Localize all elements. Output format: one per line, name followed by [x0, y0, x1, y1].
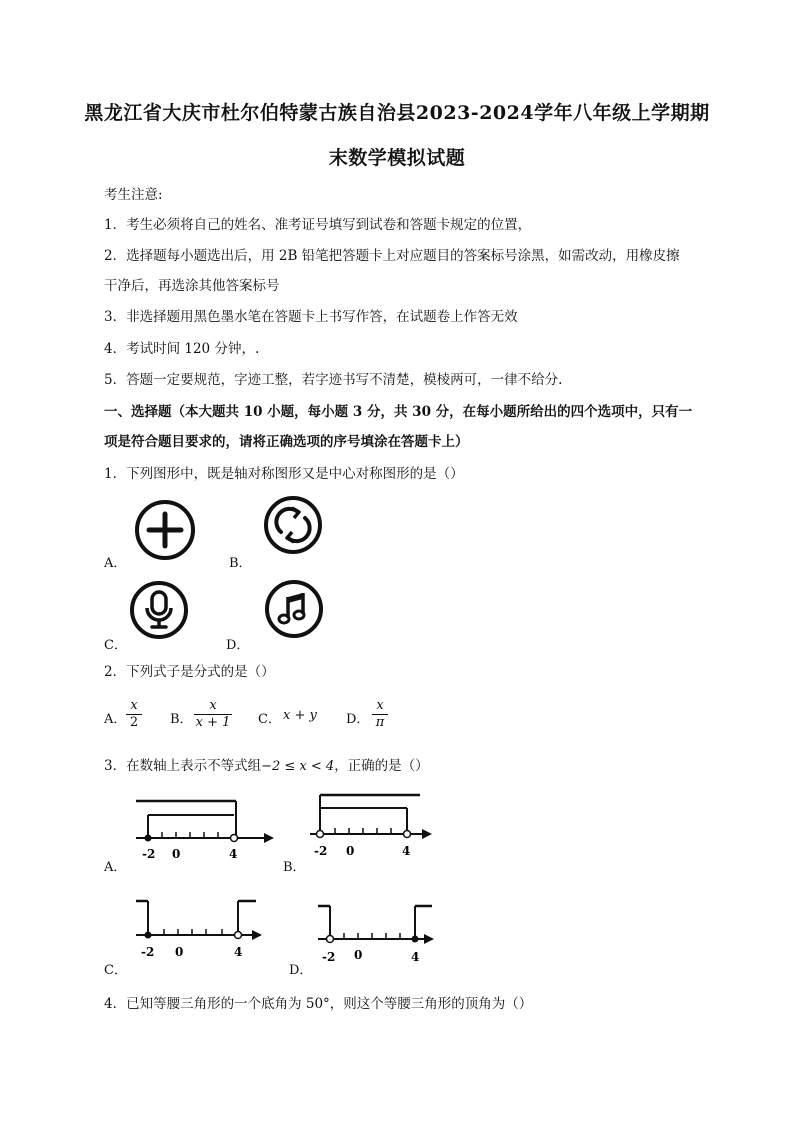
q1-stem: 1．下列图形中，既是轴对称图形又是中心对称图形的是（）: [104, 466, 464, 482]
notice-item-4: 4．考试时间 120 分钟，.: [104, 341, 260, 357]
notice-item-5: 5．答题一定要规范，字迹工整，若字迹书写不清楚，模棱两可，一律不给分.: [104, 372, 563, 388]
q2-d-denominator: π: [375, 715, 385, 730]
tick-label-neg2: -2: [314, 844, 328, 858]
notice-item-3: 3．非选择题用黑色墨水笔在答题卡上书写作答，在试题卷上作答无效: [104, 309, 518, 325]
q3-stem-prefix: 3．在数轴上表示不等式组: [104, 758, 262, 774]
q3-option-a-label: A．: [104, 860, 127, 875]
q3-option-d-label: D．: [289, 963, 313, 978]
q3-option-d-number-line: [314, 903, 440, 969]
q1-option-c-label: C．: [104, 638, 127, 653]
tick-label-4: 4: [229, 847, 238, 861]
q3-stem-suffix: ，正确的是（）: [334, 758, 429, 774]
microphone-circle-icon: [128, 579, 190, 641]
plus-circle-icon: [133, 498, 197, 562]
notice-heading: 考生注意:: [104, 187, 163, 203]
q2-option-a-label: A．: [104, 712, 127, 727]
q3-option-c-label: C．: [104, 963, 127, 978]
q2-stem: 2．下列式子是分式的是（）: [104, 664, 275, 680]
notice-item-1: 1．考生必须将自己的姓名、准考证号填写到试卷和答题卡规定的位置，: [104, 217, 532, 233]
q3-stem: [104, 754, 429, 774]
music-note-circle-icon: [263, 578, 325, 640]
tick-label-neg2: -2: [141, 945, 155, 959]
exam-title-line2: 末数学模拟试题: [328, 147, 466, 169]
tick-label-0: 0: [346, 844, 355, 858]
notice-item-2-cont: 干净后，再选涂其他答案标号: [104, 278, 280, 294]
notice-item-2: 2．选择题每小题选出后，用 2B 铅笔把答题卡上对应题目的答案标号涂黑，如需改动，用橡皮擦: [104, 248, 680, 264]
tick-label-4: 4: [234, 945, 243, 959]
q2-b-denominator: x + 1: [195, 715, 231, 730]
q2-d-numerator: x: [372, 698, 388, 715]
q2-a-numerator: x: [126, 698, 142, 715]
q4-stem: 4．已知等腰三角形的一个底角为 50°，则这个等腰三角形的顶角为（）: [104, 996, 533, 1012]
q3-stem-inequality: −2 ≤ x < 4: [261, 759, 335, 774]
exam-title-line1: 黑龙江省大庆市杜尔伯特蒙古族自治县2023-2024学年八年级上学期期: [84, 102, 710, 124]
q2-option-b-label: B．: [170, 712, 193, 727]
q3-option-c-number-line: [130, 898, 270, 964]
q1-option-d-label: D．: [226, 638, 250, 653]
tick-label-0: 0: [354, 948, 363, 962]
tick-label-0: 0: [172, 847, 181, 861]
q2-a-denominator: 2: [129, 715, 139, 730]
section1-line1: 一、选择题（本大题共 10 小题，每小题 3 分，共 30 分，在每小题所给出的四个选项中，只有一: [104, 404, 693, 420]
section1-line2: 项是符合题目要求的，请将正确选项的序号填涂在答题卡上）: [104, 434, 469, 450]
tick-label-neg2: -2: [142, 847, 156, 861]
tick-label-4: 4: [402, 844, 411, 858]
tick-label-neg2: -2: [322, 950, 336, 964]
q2-b-numerator: x: [194, 698, 232, 715]
q2-option-b-fraction: [194, 698, 232, 731]
q1-option-a-label: A．: [104, 556, 127, 571]
q3-option-b-label: B．: [283, 860, 306, 875]
q2-option-d-label: D．: [346, 712, 370, 727]
tick-label-4: 4: [411, 950, 420, 964]
tick-label-0: 0: [175, 945, 184, 959]
q2-option-c-label: C．: [258, 712, 281, 727]
q2-option-c-expression: x + y: [283, 708, 317, 723]
q3-option-b-number-line: [306, 792, 436, 862]
q1-option-b-label: B．: [229, 556, 252, 571]
q3-option-a-number-line: [128, 798, 278, 864]
refresh-circle-icon: [262, 494, 324, 556]
q2-option-a-fraction: [126, 698, 142, 731]
q2-option-d-fraction: [372, 698, 388, 731]
